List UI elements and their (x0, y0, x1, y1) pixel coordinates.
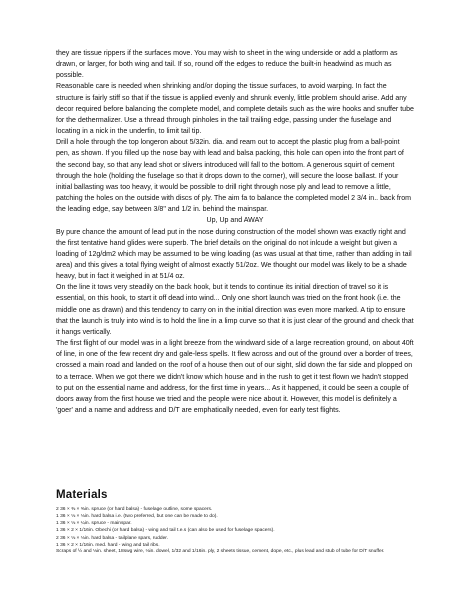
materials-item: Scraps of ½ and ⅛in. sheet, 18swg wire, ⅛in. dowel, 1/32 and 1/16in. ply, 2 sheets tissue, cement, dope, etc., plus lead and stub of tube for D/T snuffer. (56, 548, 385, 554)
materials-list (56, 506, 418, 556)
materials-item: 1 36 × ⅛ × ⅛in. hard balsa i.e. (two preferred, but one can be made to do). (56, 514, 218, 520)
paragraph: By pure chance the amount of lead put in the nose during construction of the model shown was exactly right and the first tentative hand glides were superb. The brief details on the original do not inlcude a weight but given a loading of 12g/dm2 which may be assumed to be wing loading (as was usual at that time, rather than adding in tail area) and this gives a total flying weight of almost exactly 51/2oz. We thought our model was likely to be a shade heavy, but in fact it weighed in at 51/4 oz. (56, 228, 412, 281)
paragraph: Drill a hole through the top longeron about 5/32in. dia. and ream out to accept the plastic plug from a ball-point pen, as shown. If you filled up the nose bay with lead and balsa packing, this hole can open into the front part of the second bay, so that any lead shot or slivers introduced will fall to the bottom. A generous squirt of cement through the hole (holding the fuselage so that it drops down to the corner), will secure the loose ballast. If your initial ballasting was too heavy, it would be possible to drill right through nose ply and lead to remove a little, patching the holes on the outside with discs of ply. The aim fa to balance the completed model 2 3/4 in.. back from the leading edge, say between 3/8" and 1/2 in. behind the mainspar. (56, 139, 412, 214)
materials-heading: Materials (56, 489, 108, 501)
paragraph: they are tissue rippers if the surfaces move. You may wish to sheet in the wing underside or add a platform as drawn, or larger, for both wing and tail. If so, round off the edges to reduce the built-in headwind as much as possible. (56, 50, 398, 80)
section-heading: Up, Up and AWAY (206, 217, 264, 225)
article-body (56, 48, 414, 416)
paragraph: Reasonable care is needed when shrinking and/or doping the tissue surfaces, to avoid warping. In fact the structure is fairly stiff so that if the tissue is applied evenly and shrunk evenly, little problem should arise. Add any decor required before balancing the complete model, and complete details such as the wire hooks and snuffer tube for the dethermalizer. Use a thread through pinholes in the tail trailing edge, passing under the fuselage and locating in a nick in the underfin, to limit tail tip. (56, 83, 414, 136)
materials-item: 1 36 × 2 × 1/16in. Obechi (or hard balsa) - wing and tail t.e.s (can also be used for fuselage spacers). (56, 528, 275, 534)
materials-item: 2 36 × ⅛ × ⅛in. hard balsa - tailplane spars, rudder. (56, 535, 169, 541)
materials-item: 2 36 × ⅜ × ⅜in. spruce (or hard balsa) - fuselage outline, some spacers. (56, 507, 213, 512)
paragraph: On the line it tows very steadily on the back hook, but it tends to continue its initial direction of travel so it is essential, on this hook, to start it off dead into wind... Only one short launch was tried on the front hook (i.e. the middle one as drawn) and this tendency to carry on in the initial direction was even more marked. A tip to ensure that the launch is truly into wind is to hold the line in a limp curve so that it is just clear of the ground and check that it hangs vertically. (56, 284, 414, 336)
paragraph: The first flight of our model was in a light breeze from the windward side of a large recreation ground, on about 40ft of line, in one of the few recent dry and gale-less spells. It flew across and out of the ground over a border of trees, crossed a main road and landed on the roof of a house then out of our sight, slid down the far side and plopped on to a terrace. When we got there we didn't know which house and in the rush to get it test flown we hadn't stopped to put on the essential name and address, for the first time in years... As it happened, it could be seen a couple of doors away from the first house we tried and the people were nice about it. However, this model is definitely a 'goer' and a name and address and D/T are emphatically needed, even for early test flights. (56, 340, 414, 414)
materials-item: 1 36 × ⅛ × ¼in. spruce - mainspar. (56, 521, 132, 527)
materials-item: 1 36 × 2 × 1/16in. med. hard - wing and tail ribs. (56, 542, 160, 548)
